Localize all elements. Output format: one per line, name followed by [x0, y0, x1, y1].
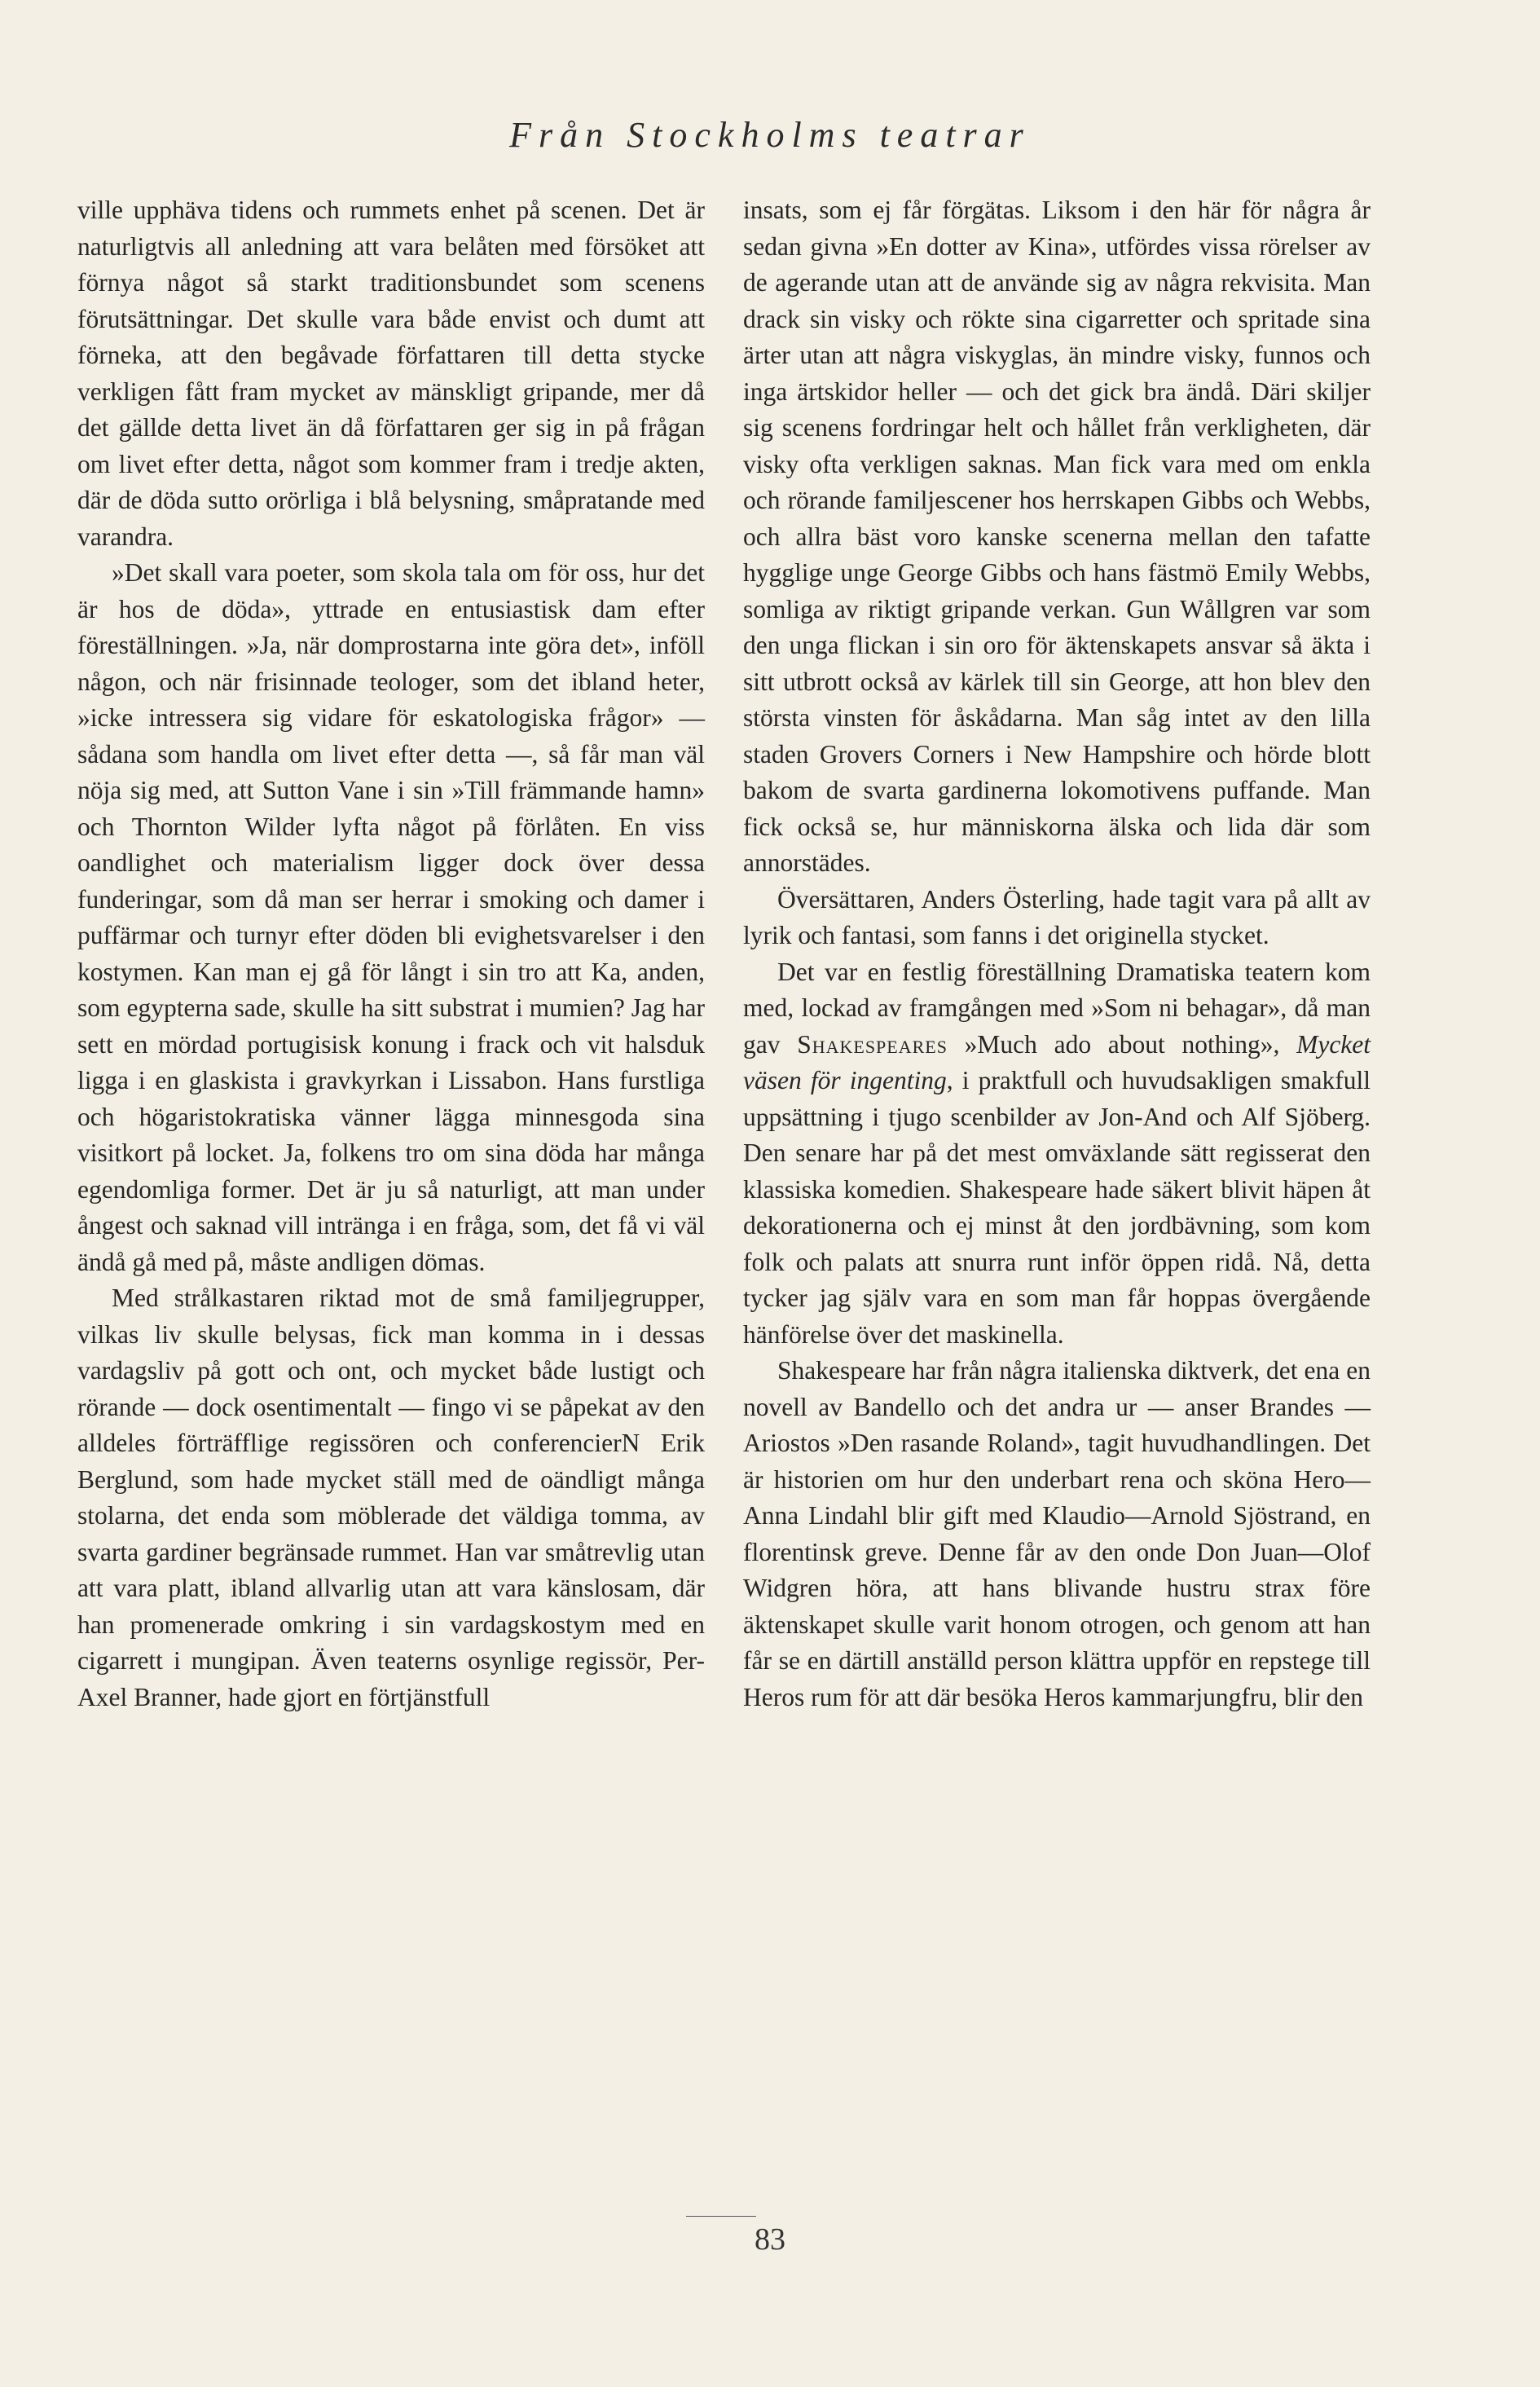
running-title: Från Stockholms teatrar: [509, 115, 1031, 155]
left-column: [77, 192, 705, 1715]
paragraph-text: , i praktfull och huvudsakligen smakfull uppsättning i tjugo scenbilder av Jon-And och Alf Sjöberg. Den senare har på det mest omväxlande sätt regisserat den klassiska komedien. Shakespeare hade säkert blivit häpen åt dekorationerna och ej minst åt den jordbävning, som kom folk och palats att snurra runt inför öppen ridå. Nå, detta tycker jag själv vara en som man får hoppas övergående hänförelse över det maskinella.: [743, 1066, 1371, 1349]
page-number-rule: [686, 2216, 756, 2217]
paragraph: Med strålkastaren riktad mot de små familjegrupper, vilkas liv skulle belysas, fick man komma in i dessas vardagsliv på gott och ont, och mycket både lustigt och rörande — dock osentimentalt — fingo vi se påpekat av den alldeles förträfflige regissören och conferencierN Erik Berglund, som hade mycket ställ med de oändligt många stolarna, det enda som möblerade det väldiga tomma, av svarta gardiner begränsade rummet. Han var småtrevlig utan att vara platt, ibland allvarlig utan att vara känslosam, där han promenerade omkring i sin vardagskostym med en cigarrett i mungipan. Även teaterns osynlige regissör, Per-Axel Branner, hade gjort en förtjänstfull: [77, 1284, 705, 1711]
play-title: Mycket väsen för ingenting: [743, 1029, 1371, 1094]
paragraph: Översättaren, Anders Österling, hade tagit vara på allt av lyrik och fantasi, som fanns i det originella stycket.: [743, 884, 1371, 949]
right-column: [743, 192, 1371, 1715]
paragraph-text: Det var en festlig föreställning Dramatiska teatern kom med, lockad av framgången med »Som ni behagar», då man gav: [743, 957, 1371, 1059]
paragraph: ville upphäva tidens och rummets enhet på scenen. Det är naturligtvis all anledning att vara belåten med försöket att förnya något så starkt traditionsbundet som scenens förutsättningar. Det skulle vara både envist och dumt att förneka, att den begåvade författaren till detta stycke verkligen fått fram mycket av mänskligt gripande, mer då det gällde detta livet än då författaren ger sig in på frågan om livet efter detta, något som kommer fram i tredje akten, där de döda sutto orörliga i blå belysning, småpratande med varandra.: [77, 196, 705, 551]
paragraph: Shakespeare har från några italienska diktverk, det ena en novell av Bandello och det andra ur — anser Brandes — Ariostos »Den rasande Roland», tagit huvudhandlingen. Det är historien om hur den underbart rena och sköna Hero—Anna Lindahl blir gift med Klaudio—Arnold Sjöstrand, en florentinsk greve. Denne får av den onde Don Juan—Olof Widgren höra, att hans blivande hustru strax före äktenskapet skulle varit honom otrogen, och genom att han får se en därtill anställd person klättra uppför en repstege till Heros rum för att där besöka Heros kammarjungfru, blir den: [743, 1356, 1371, 1711]
paragraph: »Det skall vara poeter, som skola tala om för oss, hur det är hos de döda», yttrade en entusiastisk dam efter föreställningen. »Ja, när domprostarna inte göra det», inföll någon, och när frisinnade teologer, som det ibland heter, »icke intressera sig vidare för eskatologiska frågor» — sådana som handla om livet efter detta —, så får man väl nöja sig med, att Sutton Vane i sin »Till främmande hamn» och Thornton Wilder lyfta något på förlåten. En viss oandlighet och materialism ligger dock över dessa funderingar, som då man ser herrar i smoking och damer i puffärmar och turnyr efter döden bli evighetsvarelser i den kostymen. Kan man ej gå för långt i sin tro att Ka, anden, som egypterna sade, skulle ha sitt substrat i mumien? Jag har sett en mördad portugisisk konung i frack och vit halsduk ligga i en glaskista i gravkyrkan i Lissabon. Hans furstliga och högaristokratiska vänner lägga minnesgoda sina visitkort på locket. Ja, folkens tro om sina döda har många egendomliga former. Det är ju så naturligt, att man under ångest och saknad vill intränga i en fråga, som, det få vi väl ändå gå med på, måste andligen dömas.: [77, 558, 705, 1276]
page-number: 83: [755, 2222, 785, 2257]
author-name: Shakespeares: [797, 1029, 948, 1059]
paragraph: insats, som ej får förgätas. Liksom i den här för några år sedan givna »En dotter av Kina», utfördes vissa rörelser av de agerande utan att de använde sig av några rekvisita. Man drack sin visky och rökte sina cigarretter och spritade sina ärter utan att några viskyglas, än mindre visky, funnos och inga ärtskidor heller — och det gick bra ändå. Däri skiljer sig scenens fordringar helt och hållet från verkligheten, där visky ofta verkligen saknas. Man fick vara med om enkla och rörande familjescener hos herrskapen Gibbs och Webbs, och allra bäst voro kanske scenerna mellan den tafatte hygglige unge George Gibbs och hans fästmö Emily Webbs, somliga av riktigt gripande verkan. Gun Wållgren var som den unga flickan i sin oro för äktenskapets ansvar så äkta i sitt utbrott också av kärlek till sin George, att hon blev den största vinsten för åskådarna. Man såg intet av den lilla staden Grovers Corners i New Hampshire och hörde blott bakom de svarta gardinerna lokomotivens puffande. Man fick också se, hur människorna älska och lida där som annorstädes.: [743, 196, 1371, 877]
paragraph: [743, 954, 1371, 1354]
paragraph-text: »Much ado about nothing»,: [947, 1029, 1297, 1059]
